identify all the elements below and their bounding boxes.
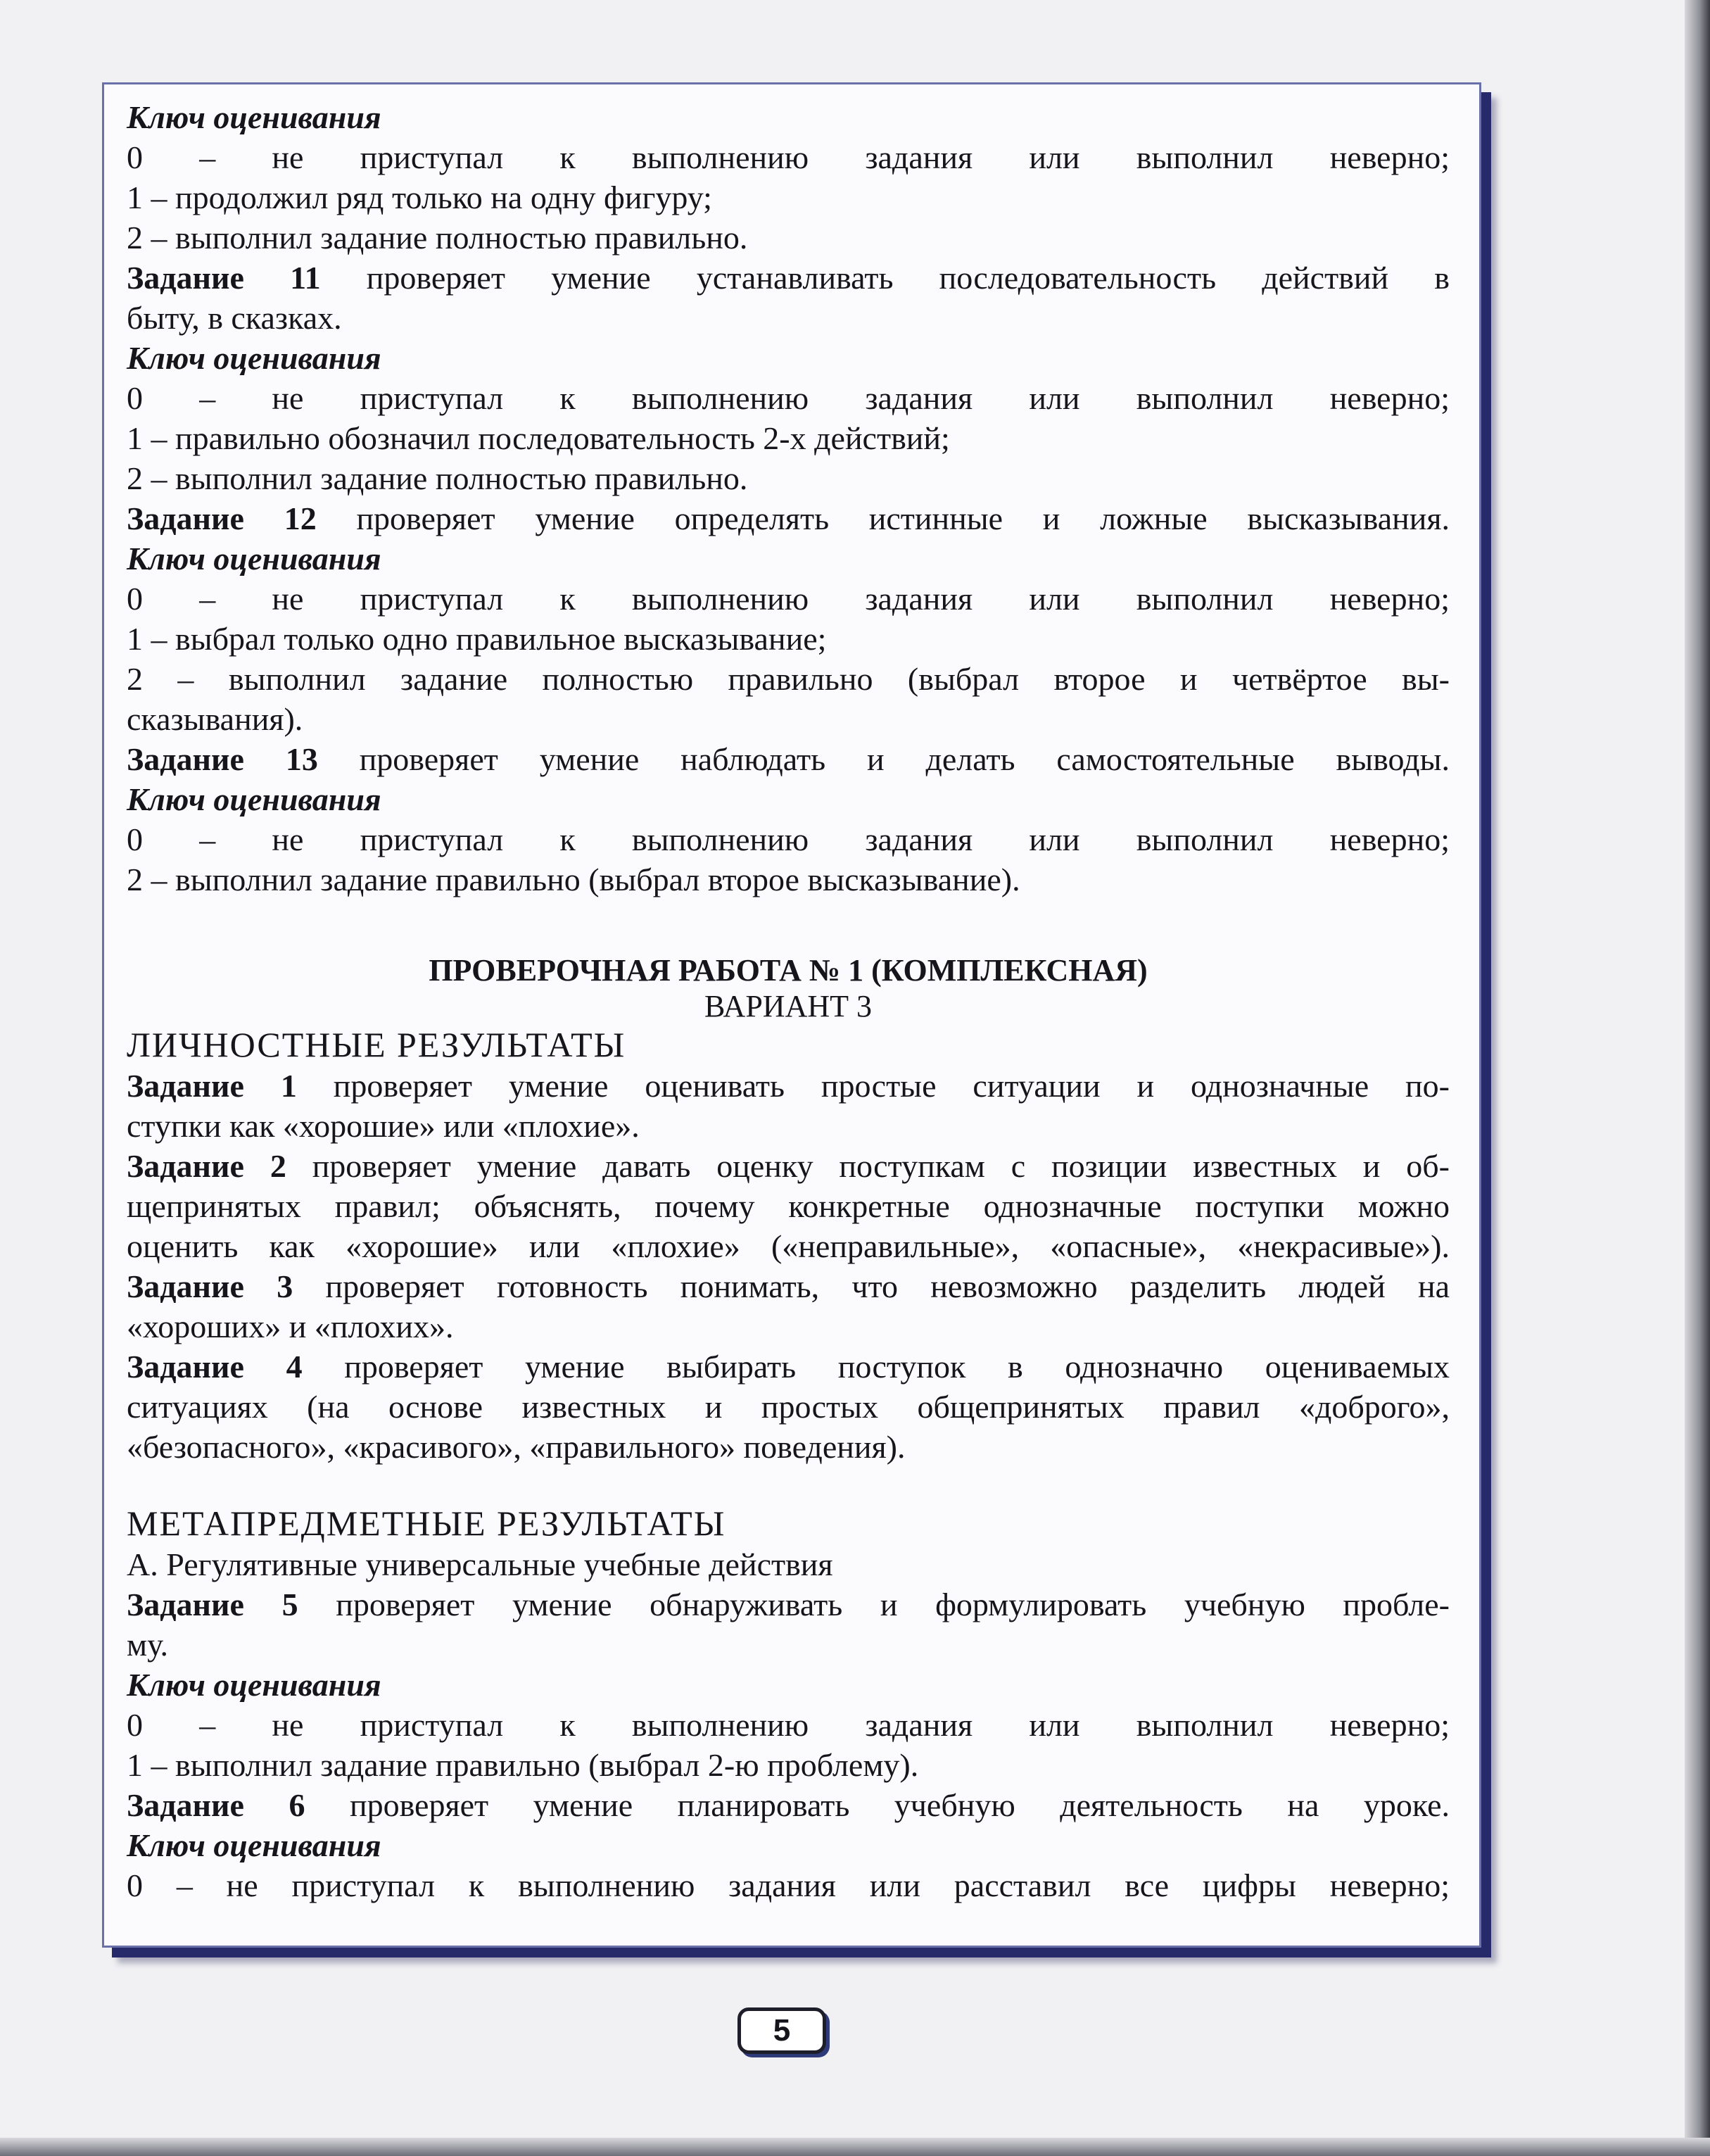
task-text: проверяет умение оценивать простые ситуации и однозначные по- [333, 1068, 1450, 1104]
task-13 [127, 739, 1450, 779]
key-line: 2 – выполнил задание полностью правильно. [127, 460, 748, 496]
key-line: 2 – выполнил задание правильно (выбрал второе высказывание). [127, 862, 1020, 897]
key-line: 0 – не приступал к выполнению задания или выполнил неверно; [127, 380, 1450, 416]
book-spine-shadow [1685, 0, 1710, 2156]
task-text-cont: быту, в сказках. [127, 300, 342, 336]
subsection-heading: А. Регулятивные универсальные учебные действия [127, 1546, 833, 1582]
content-frame [102, 82, 1481, 1948]
page-bottom-edge [0, 2138, 1710, 2156]
task-text-cont: «безопасного», «красивого», «правильного» поведения). [127, 1429, 906, 1465]
key-title: Ключ оценивания [127, 340, 381, 376]
page-number: 5 [737, 2007, 826, 2054]
task-text-cont: му. [127, 1627, 169, 1663]
section-heading-meta: МЕТАПРЕДМЕТНЫЕ РЕЗУЛЬТАТЫ [127, 1503, 726, 1543]
key-line: 1 – выбрал только одно правильное высказывание; [127, 621, 827, 657]
task-text: проверяет умение наблюдать и делать самостоятельные выводы. [359, 741, 1450, 777]
task-label: Задание 2 [127, 1148, 286, 1184]
task-text-cont: ситуациях (на основе известных и простых общепринятых правил «доброго», [127, 1389, 1450, 1425]
task-label: Задание 11 [127, 260, 321, 296]
task-12 [127, 498, 1450, 538]
key-line-cont: сказывания). [127, 701, 303, 737]
key-title: Ключ оценивания [127, 1827, 381, 1863]
task-label: Задание 6 [127, 1787, 305, 1823]
key-line: 2 – выполнил задание полностью правильно. [127, 220, 748, 256]
task-text-cont: ступки как «хорошие» или «плохие». [127, 1108, 640, 1144]
key-line: 1 – правильно обозначил последовательность 2-х действий; [127, 420, 950, 456]
task-text: проверяет готовность понимать, что невозможно разделить людей на [325, 1268, 1450, 1304]
task-text-cont: щепринятых правил; объяснять, почему конкретные однозначные поступки можно [127, 1188, 1450, 1224]
key-title: Ключ оценивания [127, 1667, 381, 1703]
key-title: Ключ оценивания [127, 541, 381, 576]
task-text: проверяет умение устанавливать последовательность действий в [366, 260, 1450, 296]
task-11 [127, 258, 1450, 298]
key-line: 1 – продолжил ряд только на одну фигуру; [127, 179, 712, 215]
task-label: Задание 3 [127, 1268, 293, 1304]
task-1 [127, 1066, 1450, 1106]
task-text: проверяет умение планировать учебную деятельность на уроке. [349, 1787, 1450, 1823]
task-3 [127, 1266, 1450, 1306]
task-label: Задание 13 [127, 741, 318, 777]
key-title: Ключ оценивания [127, 781, 381, 817]
task-text: проверяет умение давать оценку поступкам с позиции известных и об- [312, 1148, 1450, 1184]
task-text: проверяет умение обнаруживать и формулировать учебную пробле- [336, 1587, 1450, 1622]
task-text: проверяет умение определять истинные и ложные высказывания. [356, 500, 1450, 536]
page-content [127, 97, 1450, 1905]
task-2 [127, 1146, 1450, 1186]
section-heading-personal: ЛИЧНОСТНЫЕ РЕЗУЛЬТАТЫ [127, 1025, 626, 1064]
task-4 [127, 1347, 1450, 1387]
task-text: проверяет умение выбирать поступок в однозначно оцениваемых [344, 1349, 1450, 1385]
key-title: Ключ оценивания [127, 99, 381, 135]
work-title: ПРОВЕРОЧНАЯ РАБОТА № 1 (КОМПЛЕКСНАЯ) [429, 953, 1148, 988]
key-line: 2 – выполнил задание полностью правильно (выбрал второе и четвёртое вы- [127, 661, 1450, 697]
key-line: 1 – выполнил задание правильно (выбрал 2-ю проблему). [127, 1747, 919, 1783]
task-text-cont: оценить как «хорошие» или «плохие» («неправильные», «опасные», «некрасивые»). [127, 1228, 1450, 1264]
task-5 [127, 1584, 1450, 1625]
page-number-badge [737, 2007, 829, 2058]
spacer [127, 1467, 1450, 1502]
task-text-cont: «хороших» и «плохих». [127, 1309, 454, 1344]
task-label: Задание 12 [127, 500, 317, 536]
key-line: 0 – не приступал к выполнению задания или расставил все цифры неверно; [127, 1867, 1450, 1903]
task-label: Задание 1 [127, 1068, 297, 1104]
key-line: 0 – не приступал к выполнению задания или выполнил неверно; [127, 821, 1450, 857]
key-line: 0 – не приступал к выполнению задания или выполнил неверно; [127, 139, 1450, 175]
task-label: Задание 4 [127, 1349, 303, 1385]
task-6 [127, 1785, 1450, 1825]
task-label: Задание 5 [127, 1587, 298, 1622]
variant-title: ВАРИАНТ 3 [704, 989, 873, 1023]
key-line: 0 – не приступал к выполнению задания или выполнил неверно; [127, 581, 1450, 617]
key-line: 0 – не приступал к выполнению задания или выполнил неверно; [127, 1707, 1450, 1743]
